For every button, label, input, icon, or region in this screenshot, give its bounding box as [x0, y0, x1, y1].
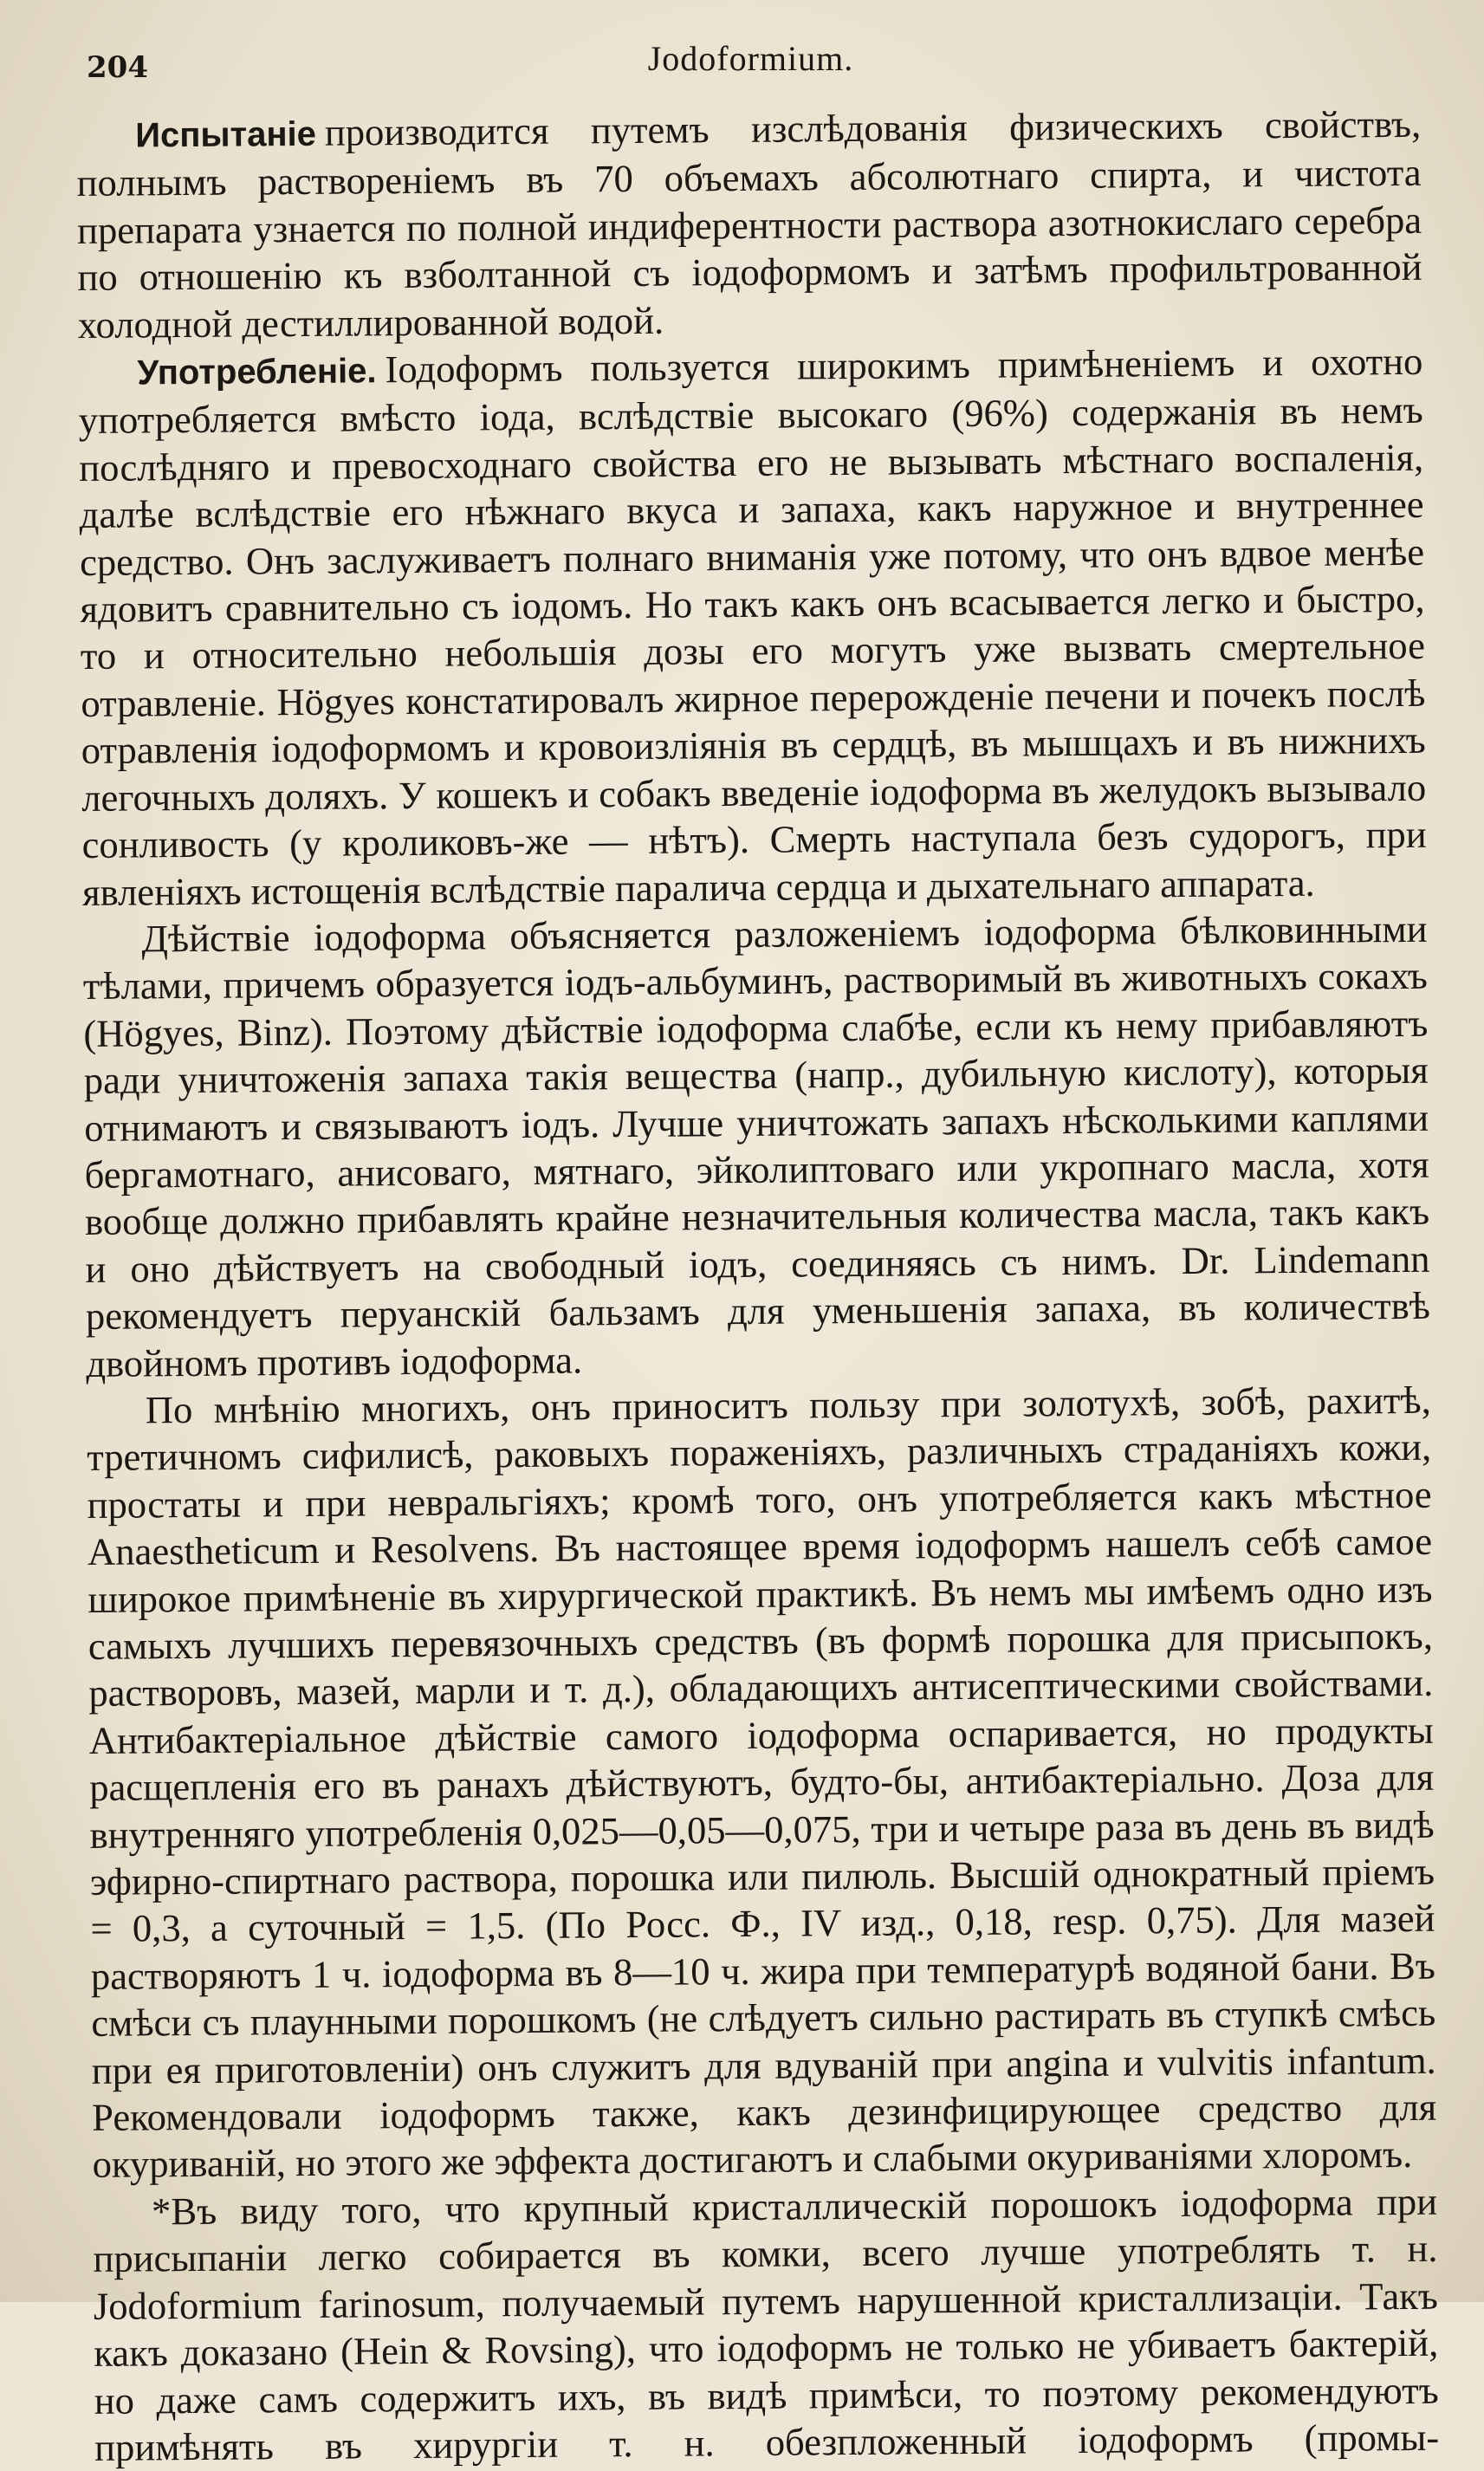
paragraph-note [93, 2178, 1440, 2471]
paragraph-text: Дѣйствіе іодоформа объясняется разложеніемъ іодоформа бѣлковинными тѣлами, причемъ образуется іодъ-альбуминъ, растворимый въ животныхъ сокахъ (Högyes, Binz). Поэтому дѣйствіе іодоформа слабѣе, если къ нему прибавляютъ ради уничтоженія запаха такія вещества (напр., дубильную кислоту), которыя отнимаютъ и связываютъ іодъ. Лучше уничтожать запахъ нѣсколькими каплями бергамотнаго, анисоваго, мятнаго, эйколиптоваго или укропнаго масла, хотя вообще должно прибавлять крайне незначительныя количества масла, такъ какъ и оно дѣйствуетъ на свободный іодъ, соединяясь съ нимъ. Dr. Lindemann рекомендуетъ перуанскій бальзамъ для уменьшенія запаха, въ количествѣ двойномъ противъ іодоформа. [82, 906, 1431, 1385]
page-number: 204 [87, 50, 148, 85]
paragraph-indications [87, 1377, 1437, 2189]
page-header [87, 35, 1415, 87]
paragraph-text: По мнѣнію многихъ, онъ приноситъ пользу при золотухѣ, зобѣ, рахитѣ, третичномъ сифилисѣ, раковыхъ пораженіяхъ, различныхъ страданіяхъ кожи, простаты и при невральгіяхъ; кромѣ того, онъ употребляется какъ мѣстное Anaestheticum и Resolvens. Въ настоящее время іодоформъ нашелъ себѣ самое широкое примѣненіе въ хирургической практикѣ. Въ немъ мы имѣемъ одно изъ самыхъ лучшихъ перевязочныхъ средствъ (въ формѣ порошка для присыпокъ, растворовъ, мазей, марли и т. д.), обладающихъ антисептическими свойствами. Антибактеріальное дѣйствіе самого іодоформа оспаривается, но продукты расщепленія его въ ранахъ дѣйствуютъ, будто-бы, антибактеріально. Доза для внутренняго употребленія 0,025—0,05—0,075, три и четыре раза въ день въ видѣ эфирно-спиртнаго раствора, порошка или пилюль. Высшій однократный пріемъ = 0,3, а суточный = 1,5. (По Росс. Ф., IV изд., 0,18, resp. 0,75). Для мазей растворяютъ 1 ч. іодоформа въ 8—10 ч. жира при температурѣ водяной бани. Въ смѣси съ плаунными порошкомъ (не слѣдуетъ сильно растирать въ ступкѣ смѣсь при ея приготовленіи) онъ служитъ для вдуваній при angina и vulvitis infantum. Рекомендовали іодоформъ также, какъ дезинфицирующее средство для окуриваній, но этого же эффекта достигаютъ и слабыми окуриваніями хлоромъ. [87, 1378, 1437, 2187]
paragraph-lead: Употребленіе. [137, 352, 377, 392]
running-title: Jodoformium. [647, 39, 854, 78]
paragraph-text: производится путемъ изслѣдованія физическихъ свойствъ, полнымъ раствореніемъ въ 70 объемахъ абсолютнаго спирта, и чистота препарата узнается по полной индиферентности раствора азотнокислаго серебра по отношенію къ взболтанной съ іодоформомъ и затѣмъ профильтрованной холодной дестиллированной водой. [76, 101, 1422, 347]
article-body [76, 101, 1439, 2471]
paragraph-usage [78, 338, 1427, 916]
paragraph-action [82, 905, 1430, 1387]
paragraph-text: Іодоформъ пользуется широкимъ примѣненіемъ и охотно употребляется вмѣсто іода, вслѣдствіе высокаго (96%) содержанія въ немъ послѣдняго и превосходнаго свойства его не вызывать мѣстнаго воспаленія, далѣе вслѣдствіе его нѣжнаго вкуса и запаха, какъ наружное и внутреннее средство. Онъ заслуживаетъ полнаго вниманія уже потому, что онъ вдвое менѣе ядовитъ сравнительно съ іодомъ. Но такъ какъ онъ всасывается легко и быстро, то и относительно небольшія дозы его могутъ уже вызвать смертельное отравленіе. Högyes констатировалъ жирное перерожденіе печени и почекъ послѣ отравленія іодоформомъ и кровоизліянія въ сердцѣ, въ мышцахъ и въ нижнихъ легочныхъ доляхъ. У кошекъ и собакъ введеніе іодоформа въ желудокъ вызывало сонливость (у кроликовъ-же — нѣтъ). Смерть наступала безъ судорогъ, при явленіяхъ истощенія вслѣдствіе паралича сердца и дыхательнаго аппарата. [78, 339, 1427, 914]
paragraph-testing [76, 101, 1422, 348]
paragraph-text: *Въ виду того, что крупный кристаллическій порошокъ іодоформа при присыпаніи легко собирается въ комки, всего лучше употреблять т. н. Jodoformium farinosum, получаемый путемъ нарушенной кристаллизаціи. Такъ какъ доказано (Hein & Rovsing), что іодоформъ не только не убиваетъ бактерій, но даже самъ содержитъ ихъ, въ видѣ примѣси, то поэтому рекомендуютъ примѣнять въ хирургіи т. н. обезпложенный іодоформъ (промы- [93, 2179, 1440, 2469]
paragraph-lead: Испытаніе [135, 114, 317, 155]
